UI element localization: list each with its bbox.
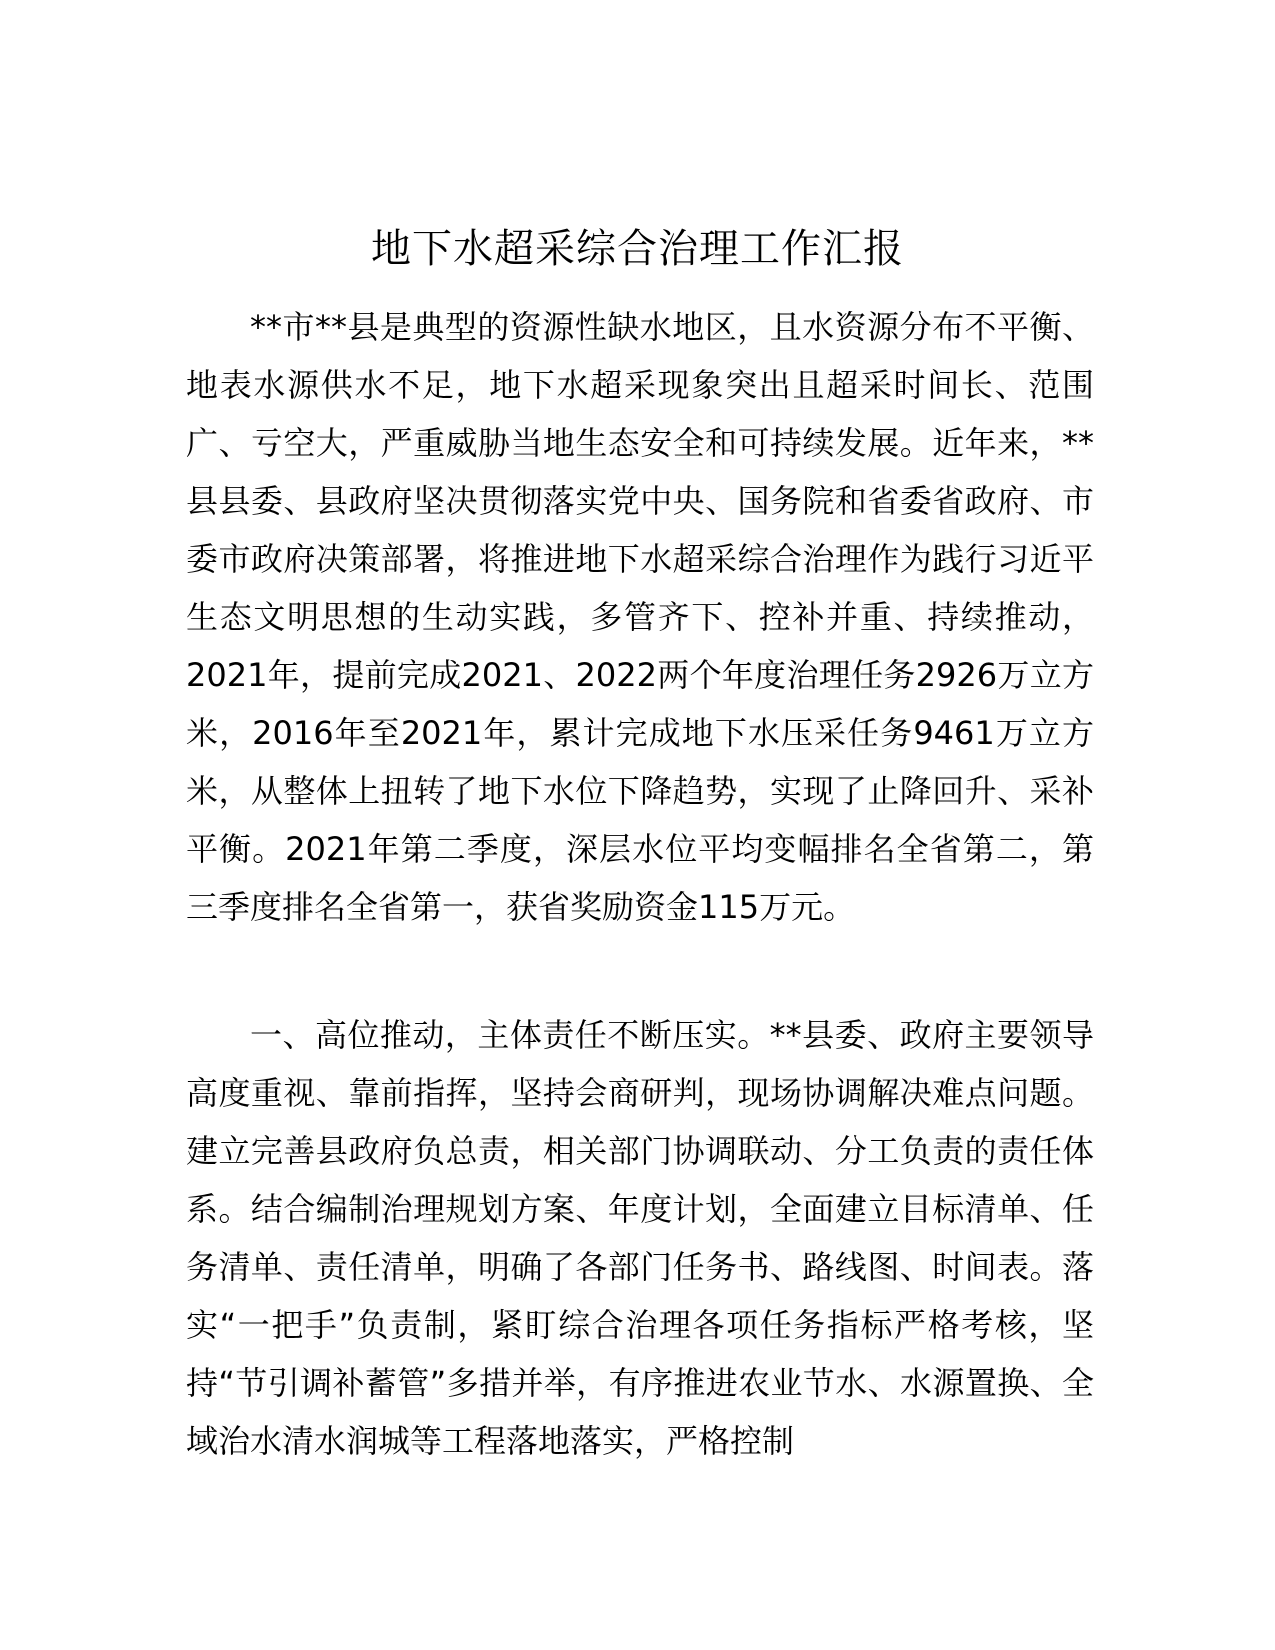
paragraph-section-one: 一、高位推动，主体责任不断压实。**县委、政府主要领导高度重视、靠前指挥，坚持会商研判，现场协调解决难点问题。建立完善县政府负总责，相关部门协调联动、分工负责的责任体系。结合编制治理规划方案、年度计划，全面建立目标清单、任务清单、责任清单，明确了各部门任务书、路线图、时间表。落实“一把手”负责制，紧盯综合治理各项任务指标严格考核，坚持“节引调补蓄管”多措并举，有序推进农业节水、水源置换、全域治水清水润城等工程落地落实，严格控制	[186, 1016, 1094, 1460]
paragraph-intro: **市**县是典型的资源性缺水地区，且水资源分布不平衡、地表水源供水不足，地下水超采现象突出且超采时间长、范围广、亏空大，严重威胁当地生态安全和可持续发展。近年来，**县县委、县政府坚决贯彻落实党中央、国务院和省委省政府、市委市政府决策部署，将推进地下水超采综合治理作为践行习近平生态文明思想的生动实践，多管齐下、控补并重、持续推动，2021年，提前完成2021、2022两个年度治理任务2926万立方米，2016年至2021年，累计完成地下水压采任务9461万立方米，从整体上扭转了地下水位下降趋势，实现了止降回升、采补平衡。2021年第二季度，深层水位平均变幅排名全省第二，第三季度排名全省第一，获省奖励资金115万元。	[186, 308, 1094, 926]
document-title: 地下水超采综合治理工作汇报	[371, 226, 904, 272]
